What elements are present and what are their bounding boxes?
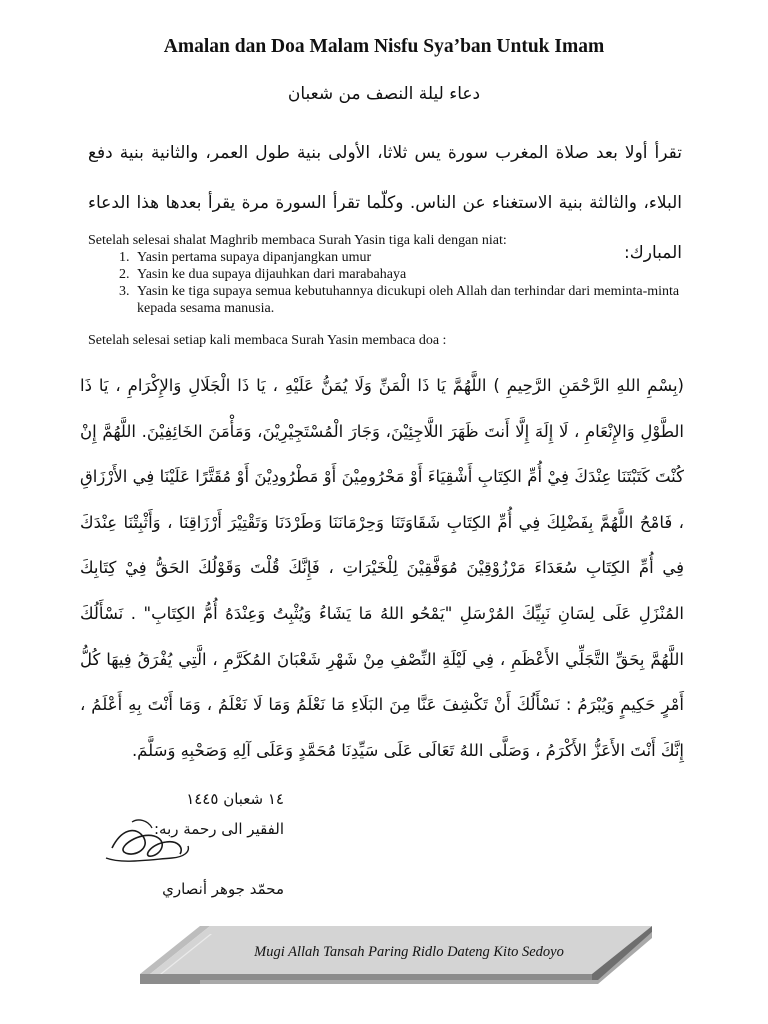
handwritten-signature bbox=[92, 808, 212, 878]
footer-banner-text: Mugi Allah Tansah Paring Ridlo Dateng Kito Sedoyo bbox=[254, 944, 564, 960]
hijri-date: ١٤ شعبان ١٤٤٥ bbox=[186, 790, 284, 808]
niat-item-2: 2. Yasin ke dua supaya dijauhkan dari marabahaya bbox=[133, 266, 682, 283]
niat-section bbox=[88, 232, 682, 317]
doa-intro: Setelah selesai setiap kali membaca Surah Yasin membaca doa : bbox=[88, 333, 447, 348]
niat-item-3: 3. Yasin ke tiga supaya semua kebutuhannya dicukupi oleh Allah dan terhindar dari meminta-minta kepada sesama manusia. bbox=[133, 283, 682, 317]
author-name: محمّد جوهر أنصاري bbox=[162, 880, 284, 898]
niat-list bbox=[88, 249, 682, 317]
niat-item-1: 1. Yasin pertama supaya dipanjangkan umur bbox=[133, 249, 682, 266]
doa-text: (بِسْمِ اللهِ الرَّحْمَنِ الرَّحِيمِ ) اللَّهُمَّ يَا ذَا الْمَنِّ وَلَا يُمَنُّ عَلَيْهِ ، يَا ذَا الْجَلَالِ وَالإِكْرَامِ ، يَا ذَا الطَّوْلِ وَالإِنْعَامِ ، لَا إِلَهَ إِلَّا أَنتَ ظَهَرَ اللَّاجِئِيْنَ، وَجَارَ الْمُسْتَجِيْرِيْنَ، وَمَأْمَنَ الخَائِفِيْنَ. اللَّهُمَّ إِنْ كُنْتَ كَتَبْتَنَا عِنْدَكَ فِيْ أُمِّ الكِتَابِ أَشْقِيَاءَ أَوْ مَحْرُومِيْنَ أَوْ مَطْرُودِيْنَ أَوْ مُقَتَّرًا عَلَيْنَا فِي الأَرْزَاقِ ، فَامْحُ اللَّهُمَّ بِفَضْلِكَ فِي أُمِّ الكِتَابِ شَقَاوَتَنَا وَحِرْمَانَنَا وَطَرْدَنَا وَتَقْتِيْرَ أَرْزَاقِنَا ، وَأَثْبِتْنَا عِنْدَكَ فِي أُمِّ الكِتَابِ سُعَدَاءَ مَرْزُوْقِيْنَ مُوَفَّقِيْنَ لِلْخَيْرَاتِ ، فَإِنَّكَ قُلْتَ وَقَوْلُكَ الحَقُّ فِيْ كِتَابِكَ المُنْزَلِ عَلَى لِسَانِ نَبِيِّكَ المُرْسَلِ "يَمْحُو اللهُ مَا يَشَاءُ وَيُثْبِتُ وَعِنْدَهُ أُمُّ الكِتَابِ" . نَسْأَلُكَ اللَّهُمَّ بِحَقِّ التَّجَلِّي الأَعْظَمِ ، فِي لَيْلَةِ النِّصْفِ مِنْ شَهْرِ شَعْبَانَ المُكَرَّمِ ، الَّتِي يُفْرَقُ فِيهَا كُلُّ أَمْرٍ حَكِيمٍ وَيُبْرَمُ : نَسْأَلُكَ أَنْ تَكْشِفَ عَنَّا مِنَ البَلَاءِ مَا نَعْلَمُ وَمَا لَا نَعْلَمُ ، وَمَا أَنْتَ بِهِ أَعْلَمُ ، إِنَّكَ أَنْتَ الأَعَزُّ الأَكْرَمُ ، وَصَلَّى اللهُ تَعَالَى عَلَى سَيِّدِنَا مُحَمَّدٍ وَعَلَى آلِهِ وَصَحْبِهِ وَسَلَّمَ. bbox=[80, 376, 684, 760]
page-title: Amalan dan Doa Malam Nisfu Sya’ban Untuk Imam bbox=[163, 36, 605, 57]
arabic-intro-paragraph: تقرأ أولا بعد صلاة المغرب سورة يس ثلاثا، الأولى بنية طول العمر، والثانية بنية دفع البلاء، والثالثة بنية الاستغناء عن الناس. وكلّما تقرأ السورة مرة يقرأ بعدها هذا الدعاء المبارك: bbox=[88, 143, 682, 263]
arabic-subtitle: دعاء ليلة النصف من شعبان bbox=[287, 84, 481, 104]
signoff-line: الفقير الى رحمة ربه: bbox=[153, 820, 284, 838]
niat-intro: Setelah selesai shalat Maghrib membaca Surah Yasin tiga kali dengan niat: bbox=[88, 233, 507, 248]
